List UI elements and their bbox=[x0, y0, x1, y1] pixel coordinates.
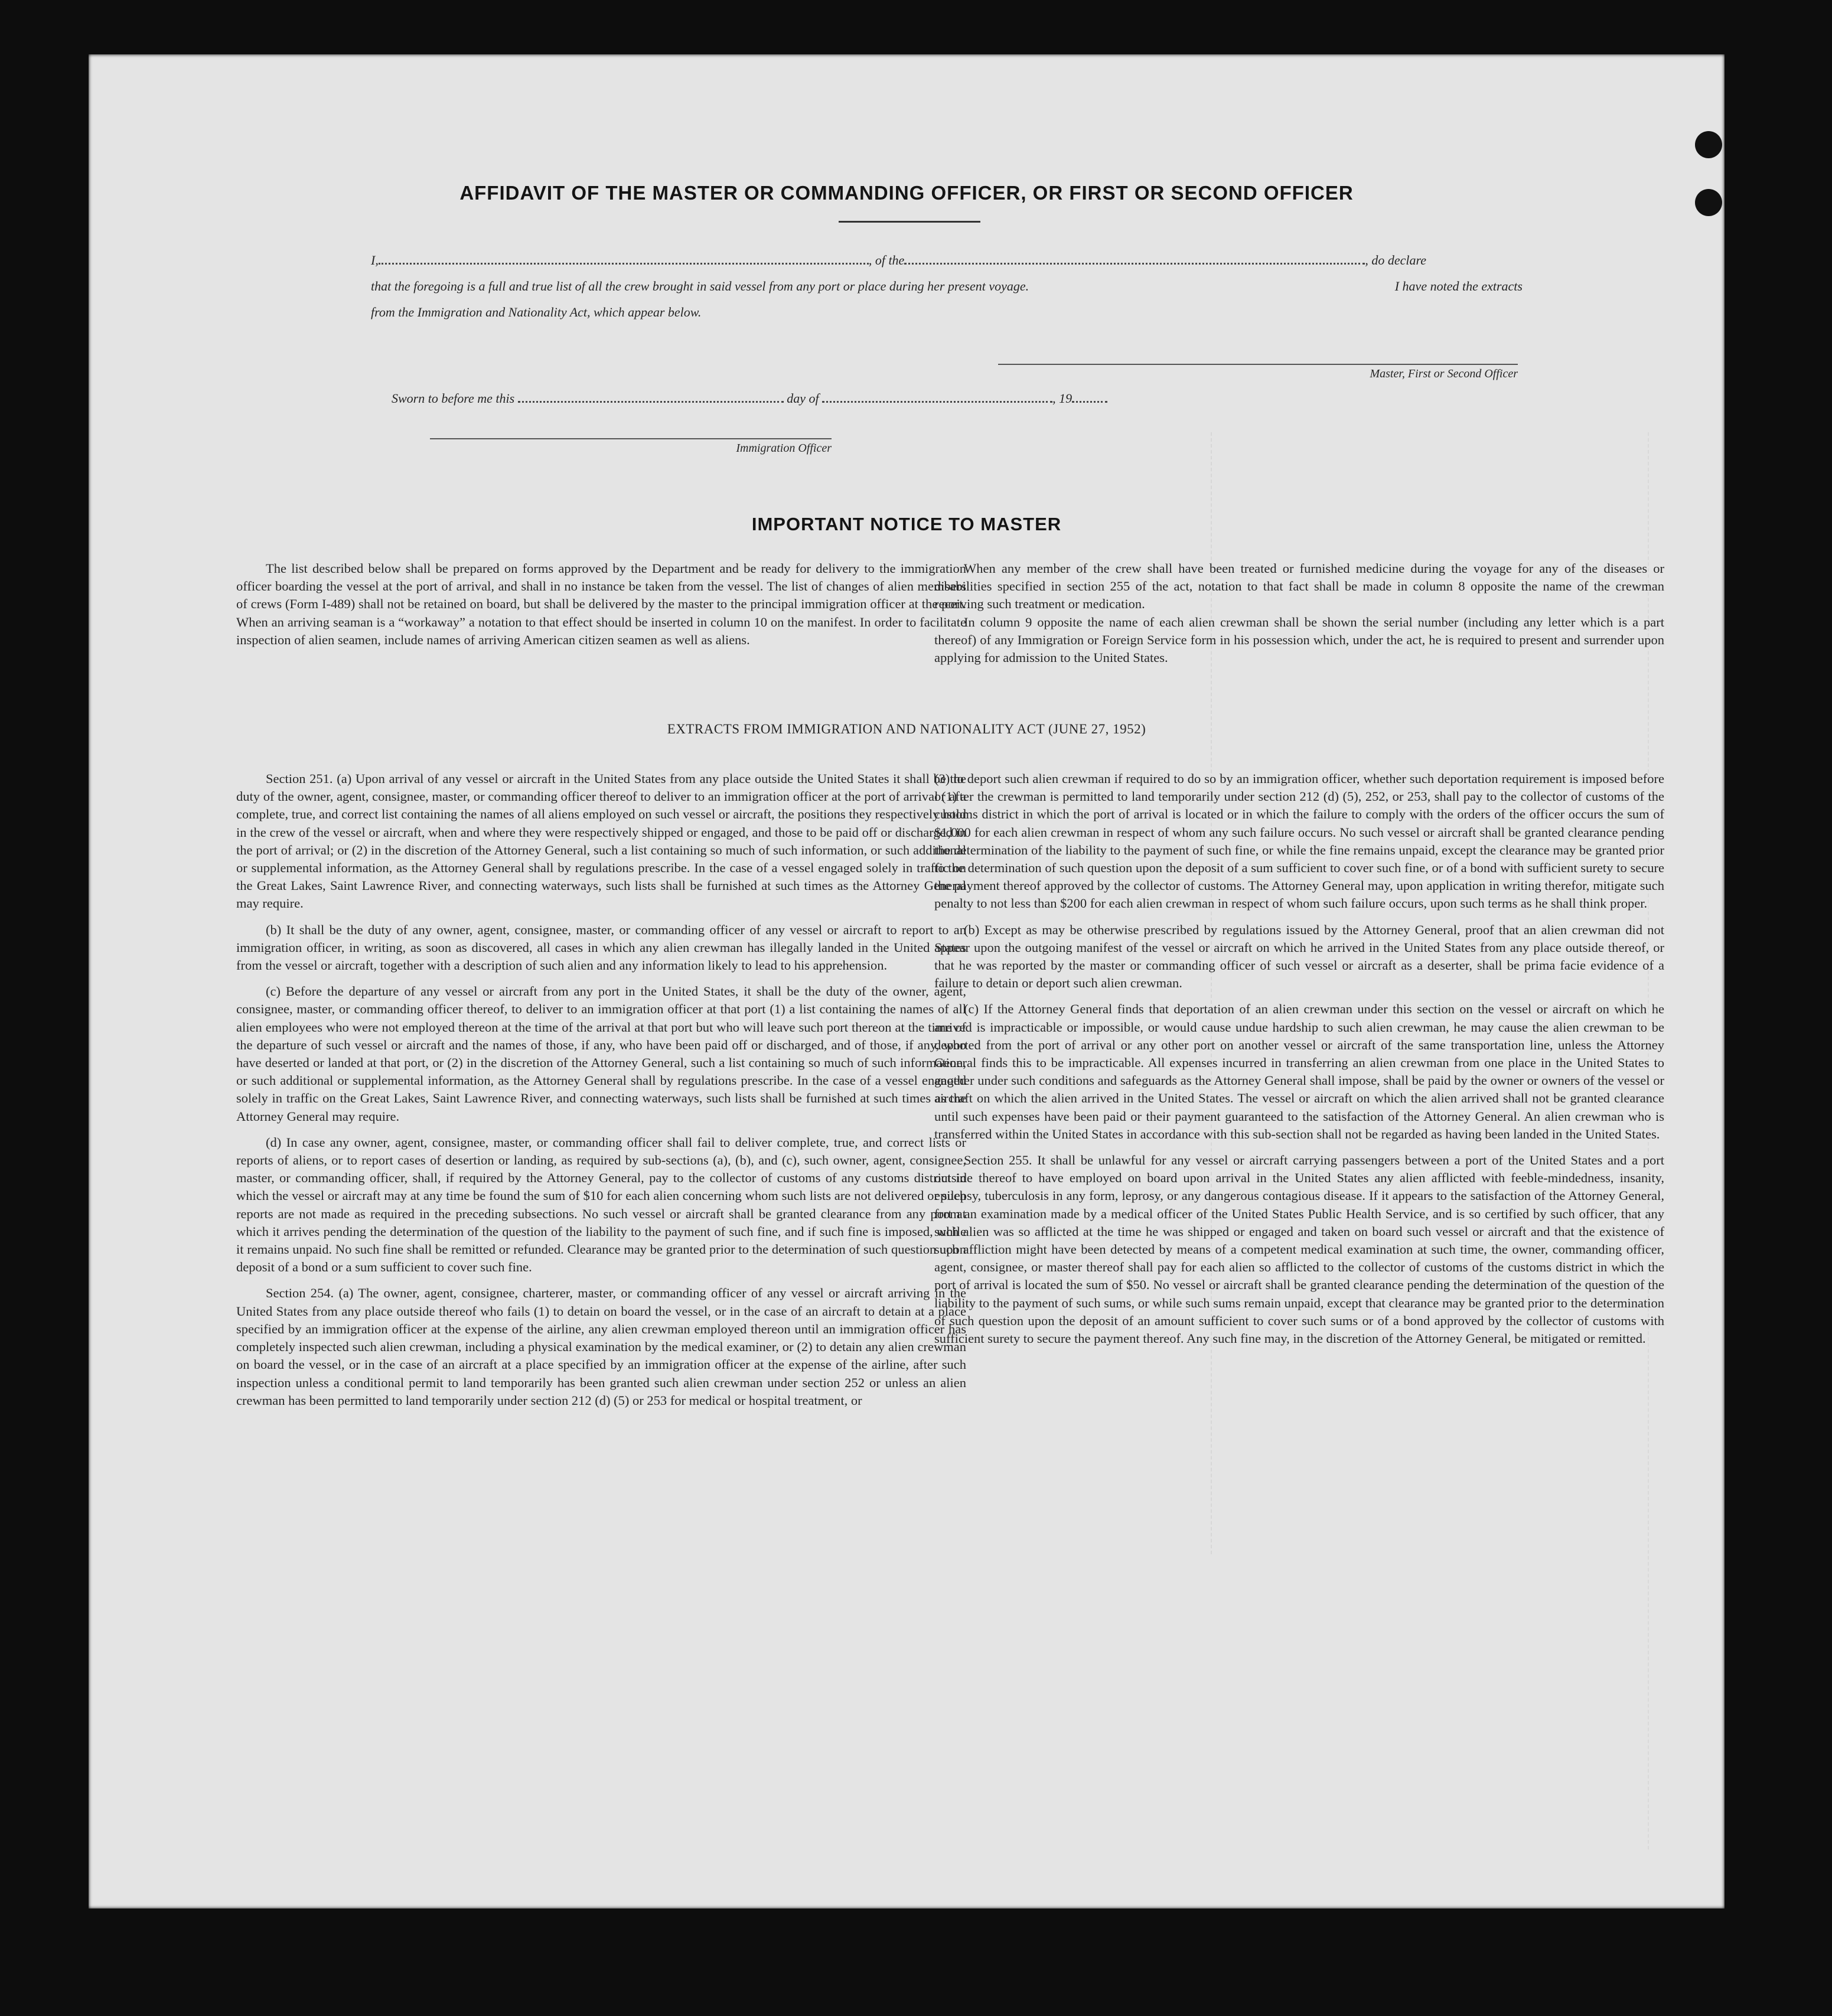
year-prefix: , 19 bbox=[1052, 391, 1073, 406]
section-251-d: (d) In case any owner, agent, consignee, master, or commanding officer shall fail to deliver complete, true, and correct lists or reports of aliens, or to report cases of desertion or landing, as required by sub-sections (a), (b), and (c), such owner, agent, consignee, master, or commanding officer, shall, if required by the Attorney General, pay to the collector of customs of any customs district in which the vessel or aircraft may at any time be found the sum of $10 for each alien concerning whom such lists are not delivered or such reports are not made as required in the preceding subsections. No such vessel or aircraft shall be granted clearance from any port at which it arrives pending the determination of the question of the liability to the payment of such fine, and if such fine is imposed, while it remains unpaid. No such fine shall be remitted or refunded. Clearance may be granted prior to the determination of such question upon deposit of a bond or a sum sufficient to cover such fine. bbox=[236, 1134, 966, 1275]
document-page bbox=[89, 54, 1725, 1909]
affidavit-i: I, bbox=[371, 253, 379, 268]
affidavit-title: AFFIDAVIT OF THE MASTER OR COMMANDING OFFICER, OR FIRST OR SECOND OFFICER bbox=[459, 182, 1354, 204]
notice-title: IMPORTANT NOTICE TO MASTER bbox=[751, 514, 1062, 534]
extracts-right-column bbox=[934, 770, 1664, 1356]
section-254-c: (c) If the Attorney General finds that deportation of an alien crewman under this section on the vessel or aircraft on which he arrived is impracticable or impossible, or would cause undue hardship to such alien crewman, he may cause the alien crewman to be deported from the port of arrival or any other port on another vessel or aircraft of the same transportation line, unless the Attorney General finds this to be impracticable. All expenses incurred in transferring an alien crewman from one place in the United States to another under such conditions and safeguards as the Attorney General shall impose, shall be paid by the owner or owners of the vessel or aircraft on which the alien arrived in the United States. The vessel or aircraft on which the alien arrived shall not be granted clearance until such expenses have been paid or their payment guaranteed to the satisfaction of the Attorney General. An alien crewman who is transferred within the United States in accordance with this sub-section shall not be regarded as having been landed in the United States. bbox=[934, 1002, 1664, 1141]
affidavit-line-2: from the Immigration and Nationality Act, which appear below. bbox=[371, 305, 702, 319]
notice-left-column bbox=[236, 560, 966, 657]
title-rule bbox=[839, 221, 980, 223]
notice-right-paragraph-2: In column 9 opposite the name of each alien crewman shall be shown the serial number (including any letter which is a part thereof) of any Immigration or Foreign Service form in his possession which, under the act, he is required to present and surrender upon applying for admission to the United States. bbox=[934, 614, 1664, 666]
affidavit-text-1: that the foregoing is a full and true list of all the crew brought in said vessel from any port or place during her present voyage. bbox=[371, 279, 1029, 293]
extracts-left-column bbox=[236, 770, 966, 1418]
section-251-c: (c) Before the departure of any vessel or aircraft from any port in the United States, it shall be the duty of the owner, agent, consignee, master, or commanding officer thereof, to deliver to an immigration officer at that port (1) a list containing the names of all alien employees who were not employed thereon at the time of the arrival at that port but who will leave such port thereon at the time of the departure of such vessel or aircraft and the names of those, if any, who have been paid off or discharged, and of those, if any, who have deserted or landed at that port, or (2) in the discretion of the Attorney General, such a list containing so much of such information, or such additional or supplemental information, as the Attorney General shall by regulations prescribe. In the case of a vessel engaged solely in traffic on the Great Lakes, Saint Lawrence River, and connecting waterways, such lists shall be furnished at such times as the Attorney General may require. bbox=[236, 984, 966, 1124]
section-254-a-cont: (3) to deport such alien crewman if required to do so by an immigration officer, whether such deportation requirement is imposed before or after the crewman is permitted to land temporarily under section 212 (d) (5), 252, or 253, shall pay to the collector of customs of the customs district in which the port of arrival is located or in which the failure to comply with the orders of the officer occurs the sum of $1,000 for each alien crewman in respect of whom any such failure occurs. No such vessel or aircraft shall be granted clearance pending the determination of the liability to the payment of such fine, or while the fine remains unpaid, except the clearance may be granted prior to the determination of such question upon the deposit of a sum sufficient to cover such fine, or of a bond with sufficient surety to secure the payment thereof approved by the collector of customs. The Attorney General may, upon application in writing therefor, mitigate such penalty to not less than $200 for each alien crewman in respect of whom such failure occurs, upon such terms as he shall think proper. bbox=[934, 771, 1664, 911]
month-blank[interactable] bbox=[822, 397, 1052, 403]
sworn-text: Sworn to before me this bbox=[392, 391, 515, 406]
affidavit-do-declare: , do declare bbox=[1365, 253, 1426, 268]
section-254-b: (b) Except as may be otherwise prescribed by regulations issued by the Attorney General, proof that an alien crewman did not appear upon the outgoing manifest of the vessel or aircraft on which he arrived in the United States from any place outside thereof, or that he was reported by the master or commanding officer of such vessel or aircraft as a deserter, shall be prima facie evidence of a failure to detain or deport such alien crewman. bbox=[934, 922, 1664, 991]
vessel-blank[interactable] bbox=[904, 259, 1365, 265]
affidavit-declaration-line bbox=[371, 253, 1552, 268]
day-blank[interactable] bbox=[518, 397, 784, 403]
sworn-line bbox=[392, 391, 1218, 406]
section-254-a: Section 254. (a) The owner, agent, consignee, charterer, master, or commanding officer of any vessel or aircraft arriving in the United States from any place outside thereof who fails (1) to detain on board the vessel, or in the case of an aircraft to detain at a place specified by an immigration officer at the expense of the airline, any alien crewman employed thereon until an immigration officer has completely inspected such alien crewman, including a physical examination by the medical examiner, or (2) to detain any alien crewman on board the vessel, or in the case of an aircraft at a place specified by an immigration officer at the expense of the airline, after such inspection unless a conditional permit to land temporarily has been granted such alien crewman under section 252 or unless an alien crewman has been permitted to land temporarily under section 212 (d) (5) or 253 for medical or hospital treatment, or bbox=[236, 1286, 966, 1408]
officer-signature-line[interactable] bbox=[430, 438, 832, 439]
bleed-through-stamp bbox=[561, 1829, 1329, 1852]
punch-hole-icon bbox=[1695, 131, 1722, 158]
section-251-a: Section 251. (a) Upon arrival of any vessel or aircraft in the United States from any place outside the United States it shall be the duty of the owner, agent, consignee, master, or commanding officer thereof to deliver to an immigration officer at the port of arrival (1) a complete, true, and correct list containing the names of all aliens employed on such vessel or aircraft, the positions they respectively hold in the crew of the vessel or aircraft, when and where they were respectively shipped or engaged, and those to be paid off or discharged in the port of arrival; or (2) in the discretion of the Attorney General, such a list containing so much of such information, or such additional or supplemental information, as the Attorney General shall by regulations prescribe. In the case of a vessel engaged solely in traffic on the Great Lakes, Saint Lawrence River, and connecting waterways, such lists shall be furnished at such times as the Attorney General may require. bbox=[236, 771, 966, 911]
notice-right-paragraph-1: When any member of the crew shall have been treated or furnished medicine during the voyage for any of the diseases or disabilities specified in section 255 of the act, notation to that fact shall be made in column 8 opposite the name of the crewman receiving such treatment or medication. bbox=[934, 561, 1664, 612]
section-255: Section 255. It shall be unlawful for any vessel or aircraft carrying passengers between a port of the United States and a port outside thereof to have employed on board upon arrival in the United States any alien afflicted with feeble-mindedness, insanity, epilepsy, tuberculosis in any form, leprosy, or any dangerous contagious disease. If it appears to the satisfaction of the Attorney General, from an examination made by a medical officer of the United States Public Health Service, and is so certified by such officer, that any such alien was so afflicted at the time he was shipped or engaged and taken on board such vessel or aircraft and that the existence of such affliction might have been detected by means of a competent medical examination at such time, the owner, commanding officer, agent, consignee, or master thereof shall pay for each alien so afflicted to the collector of customs of the customs district in which the port of arrival is located the sum of $50. No vessel or aircraft shall be granted clearance pending the determination of the question of the liability to the payment of such sums, or while such sums remain unpaid, except that clearance may be granted prior to the determination of such question upon the deposit of an amount sufficient to cover such sums or of a bond approved by the collector of customs with sufficient surety to secure the payment thereof. Any such fine may, in the discretion of the Attorney General, be mitigated or remitted. bbox=[934, 1153, 1664, 1346]
year-blank[interactable] bbox=[1072, 397, 1107, 403]
section-251-b: (b) It shall be the duty of any owner, agent, consignee, master, or commanding officer of any vessel or aircraft to report to an immigration officer, in writing, as soon as discovered, all cases in which any alien crewman has illegally landed in the United States from the vessel or aircraft, together with a description of such alien and any information likely to lead to his apprehension. bbox=[236, 922, 966, 973]
day-of-text: day of bbox=[787, 391, 819, 406]
officer-label: Immigration Officer bbox=[736, 442, 832, 455]
affidavit-of-the: , of the bbox=[868, 253, 905, 268]
bleed-through-heading bbox=[219, 143, 1636, 167]
affidavit-line-1 bbox=[371, 279, 1523, 294]
notice-right-column bbox=[934, 560, 1664, 675]
signature-line[interactable] bbox=[998, 364, 1518, 365]
signer-label: Master, First or Second Officer bbox=[1370, 367, 1518, 380]
affidavit-text-1b: I have noted the extracts bbox=[1394, 279, 1523, 293]
name-blank[interactable] bbox=[379, 259, 869, 265]
extracts-title: EXTRACTS FROM IMMIGRATION AND NATIONALITY ACT (JUNE 27, 1952) bbox=[667, 722, 1146, 736]
notice-left-paragraph: The list described below shall be prepared on forms approved by the Department and be ready for delivery to the immigration officer boarding the vessel at the port of arrival, and shall in no instance be taken from the vessel. The list of changes of alien members of crews (Form I-489) shall not be retained on board, but shall be delivered by the master to the principal immigration officer at the port. When an arriving seaman is a “workaway” a notation to that effect should be inserted in column 10 on the manifest. In order to facilitate inspection of alien seamen, include names of arriving American citizen seamen as well as aliens. bbox=[236, 561, 966, 647]
